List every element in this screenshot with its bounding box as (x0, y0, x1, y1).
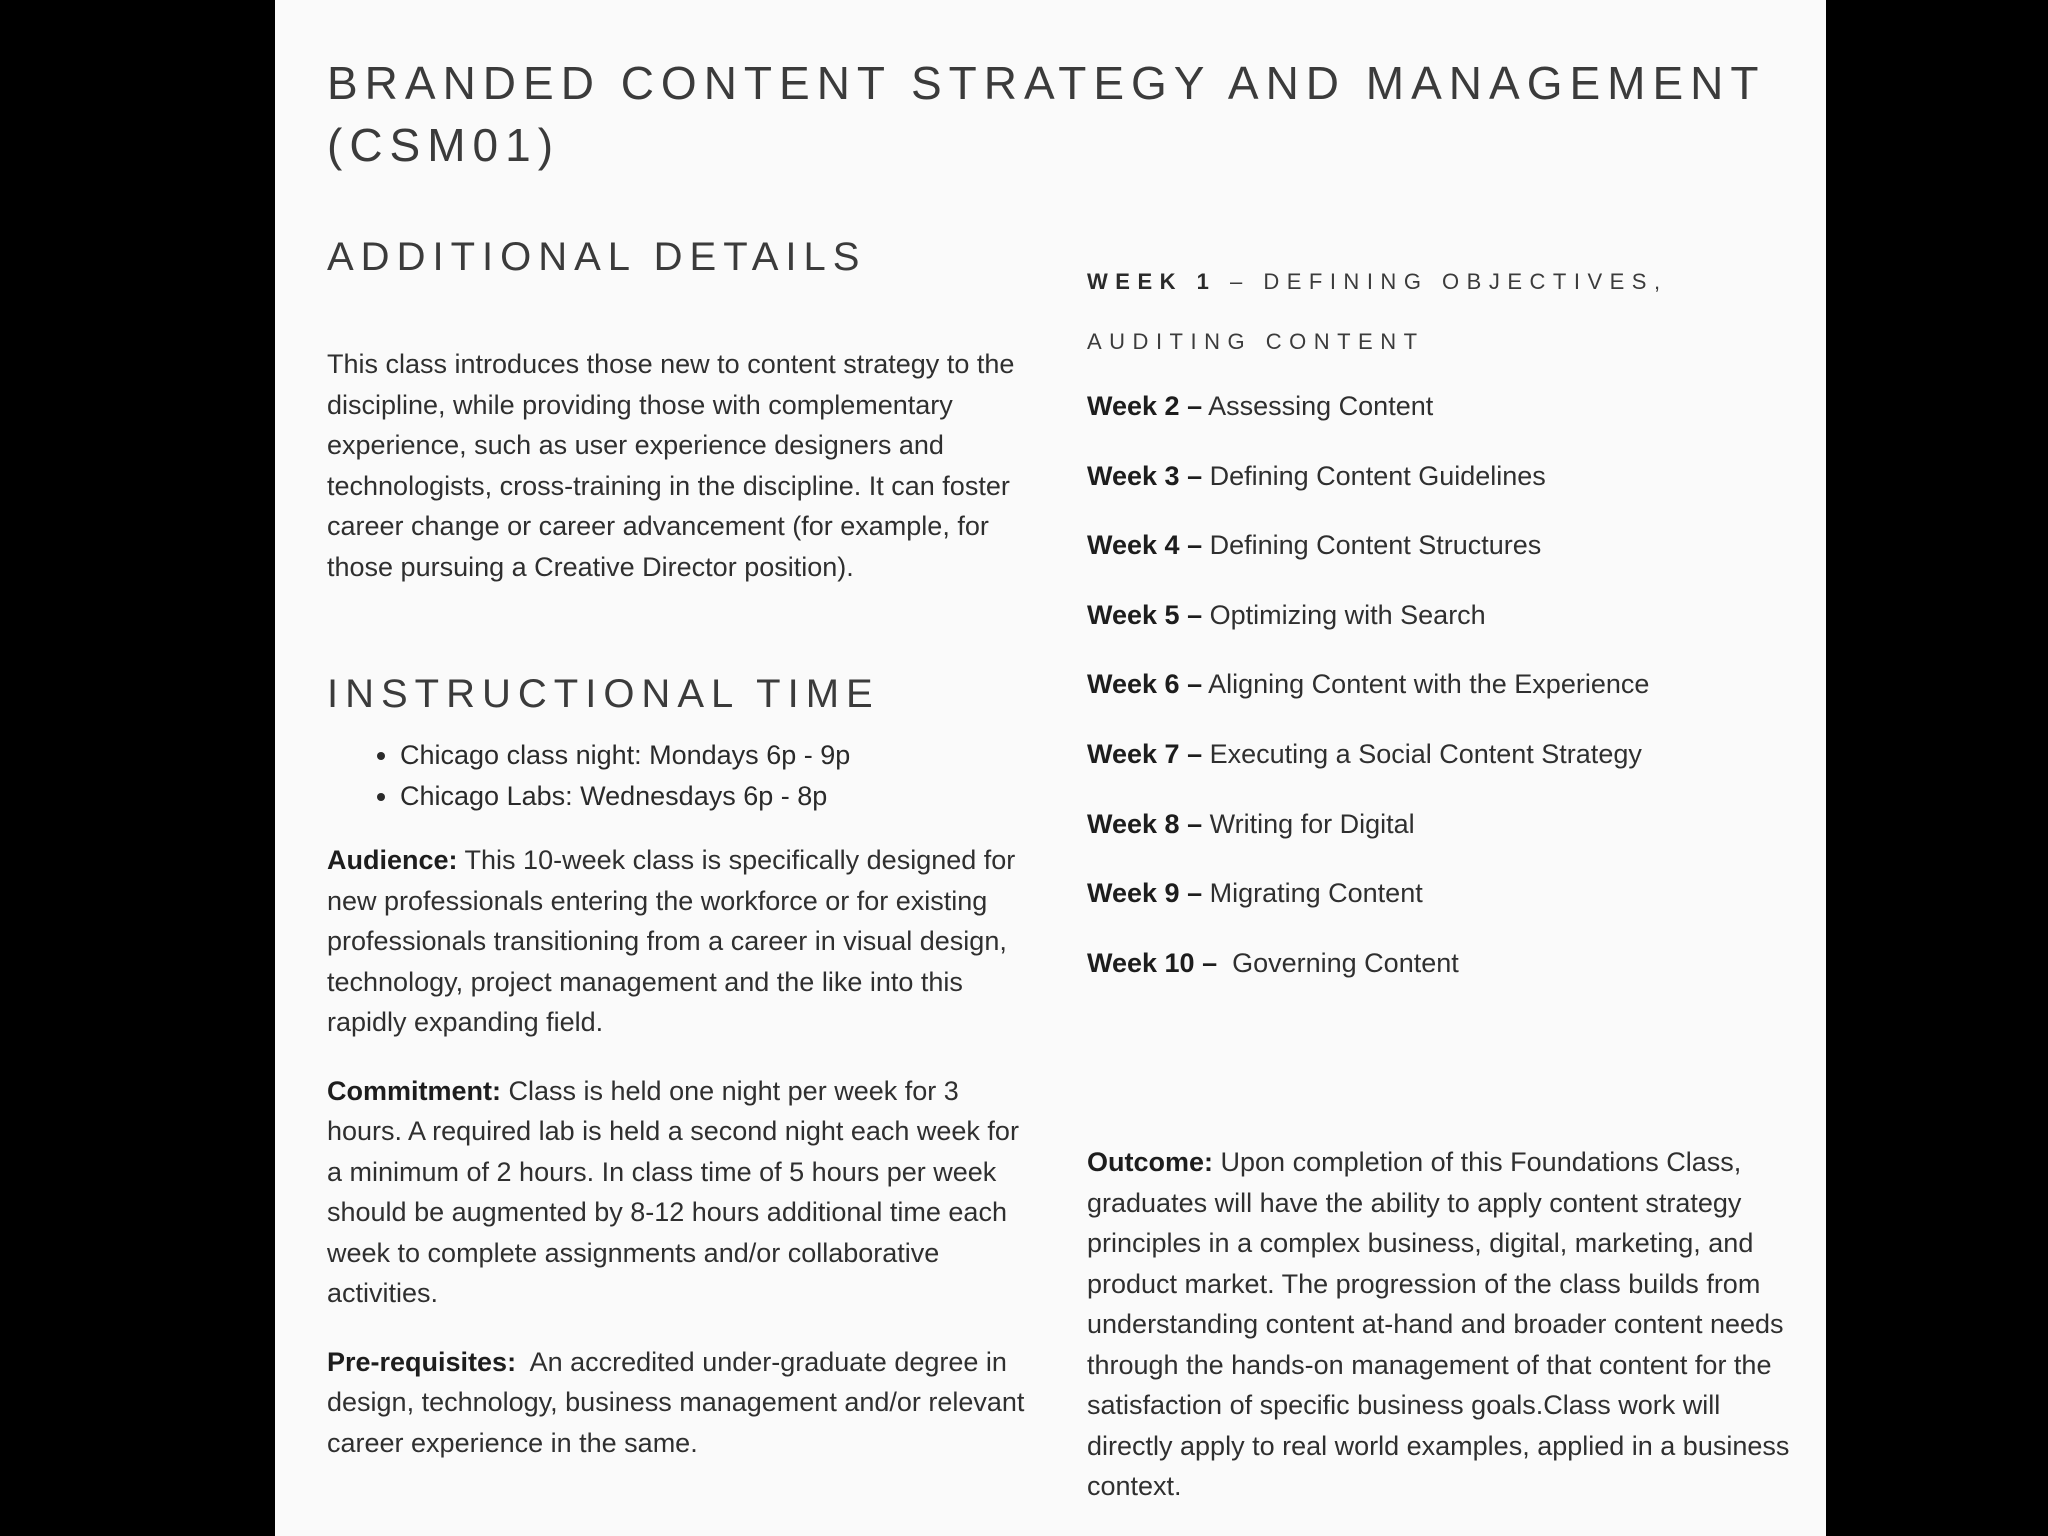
prerequisites-text: An accredited under-graduate degree in design, technology, business management and/or relevant career experience in the same. (327, 1346, 1032, 1458)
instructional-time-list (327, 735, 1037, 816)
week-list (1087, 386, 1807, 983)
week-label: Week 3 – (1087, 460, 1203, 491)
document-page (275, 0, 1826, 1536)
week-1-title: – DEFINING OBJECTIVES, AUDITING CONTENT (1087, 269, 1668, 354)
instructional-time-heading: INSTRUCTIONAL TIME (327, 672, 880, 716)
week-title: Aligning Content with the Experience (1202, 669, 1650, 700)
commitment-text: Class is held one night per week for 3 hours. A required lab is held a second night each week for a minimum of 2 hours. In class time of 5 hours per week should be augmented by 8-12 hours additional time each week to complete assignments and/or collaborative activities. (327, 1075, 1019, 1308)
audience-label: Audience: (327, 845, 458, 875)
week-label: Week 7 – (1087, 738, 1203, 769)
week-label: Week 9 – (1087, 878, 1203, 909)
week-1-label: WEEK 1 (1087, 269, 1217, 294)
audience-text: This 10-week class is specifically designed for new professionals entering the workforce or for existing professionals transitioning from a career in visual design, technology, project management and the like into this rapidly expanding field. (327, 845, 1016, 1037)
week-title: Governing Content (1217, 947, 1459, 978)
additional-details-text: This class introduces those new to content strategy to the discipline, while providing those with complementary experience, such as user experience designers and technologists, cross-training in the discipline. It can foster career change or career advancement (for example, for those pursuing a Creative Director position). (327, 349, 1015, 582)
week-1-heading (1087, 252, 1807, 372)
week-title: Writing for Digital (1202, 808, 1415, 839)
outcome-label: Outcome: (1087, 1147, 1214, 1177)
week-title: Executing a Social Content Strategy (1202, 738, 1642, 769)
list-item: • Chicago class night: Mondays 6p - 9p (400, 735, 1037, 776)
prerequisites-paragraph (327, 1342, 1037, 1464)
week-label: Week 8 – (1087, 808, 1203, 839)
week-label: Week 4 – (1087, 530, 1203, 561)
right-column (1087, 252, 1807, 1012)
outcome-paragraph (1087, 1142, 1807, 1507)
audience-paragraph (327, 840, 1037, 1043)
week-label: Week 5 – (1087, 599, 1203, 630)
week-title: Defining Content Structures (1202, 530, 1542, 561)
week-label: Week 6 – (1087, 669, 1203, 700)
week-item (1087, 456, 1807, 496)
week-item (1087, 664, 1807, 704)
week-item (1087, 386, 1807, 426)
week-item (1087, 943, 1807, 983)
week-title: Assessing Content (1202, 391, 1434, 421)
commitment-paragraph (327, 1071, 1037, 1314)
prerequisites-label: Pre-requisites: (327, 1346, 517, 1377)
week-item (1087, 804, 1807, 844)
week-item (1087, 873, 1807, 913)
week-title: Defining Content Guidelines (1202, 460, 1546, 491)
commitment-label: Commitment: (327, 1075, 501, 1106)
week-item (1087, 734, 1807, 774)
week-item (1087, 595, 1807, 635)
page-title: BRANDED CONTENT STRATEGY AND MANAGEMENT (CSM01) (327, 57, 1765, 171)
week-label: Week 10 – (1087, 947, 1218, 978)
week-title: Optimizing with Search (1202, 599, 1486, 630)
week-title: Migrating Content (1202, 878, 1423, 909)
additional-details-heading: ADDITIONAL DETAILS (327, 235, 867, 279)
list-item: • Chicago Labs: Wednesdays 6p - 8p (400, 776, 1037, 817)
outcome-text: Upon completion of this Foundations Class, graduates will have the ability to apply content strategy principles in a complex business, digital, marketing, and product market. The progression of the class builds from understanding content at-hand and broader content needs through the hands-on management of that content for the satisfaction of specific business goals.Class work will directly apply to real world examples, applied in a business context. (1087, 1147, 1790, 1501)
week-item (1087, 525, 1807, 565)
left-column (327, 230, 1037, 1463)
week-label: Week 2 – (1087, 391, 1203, 421)
